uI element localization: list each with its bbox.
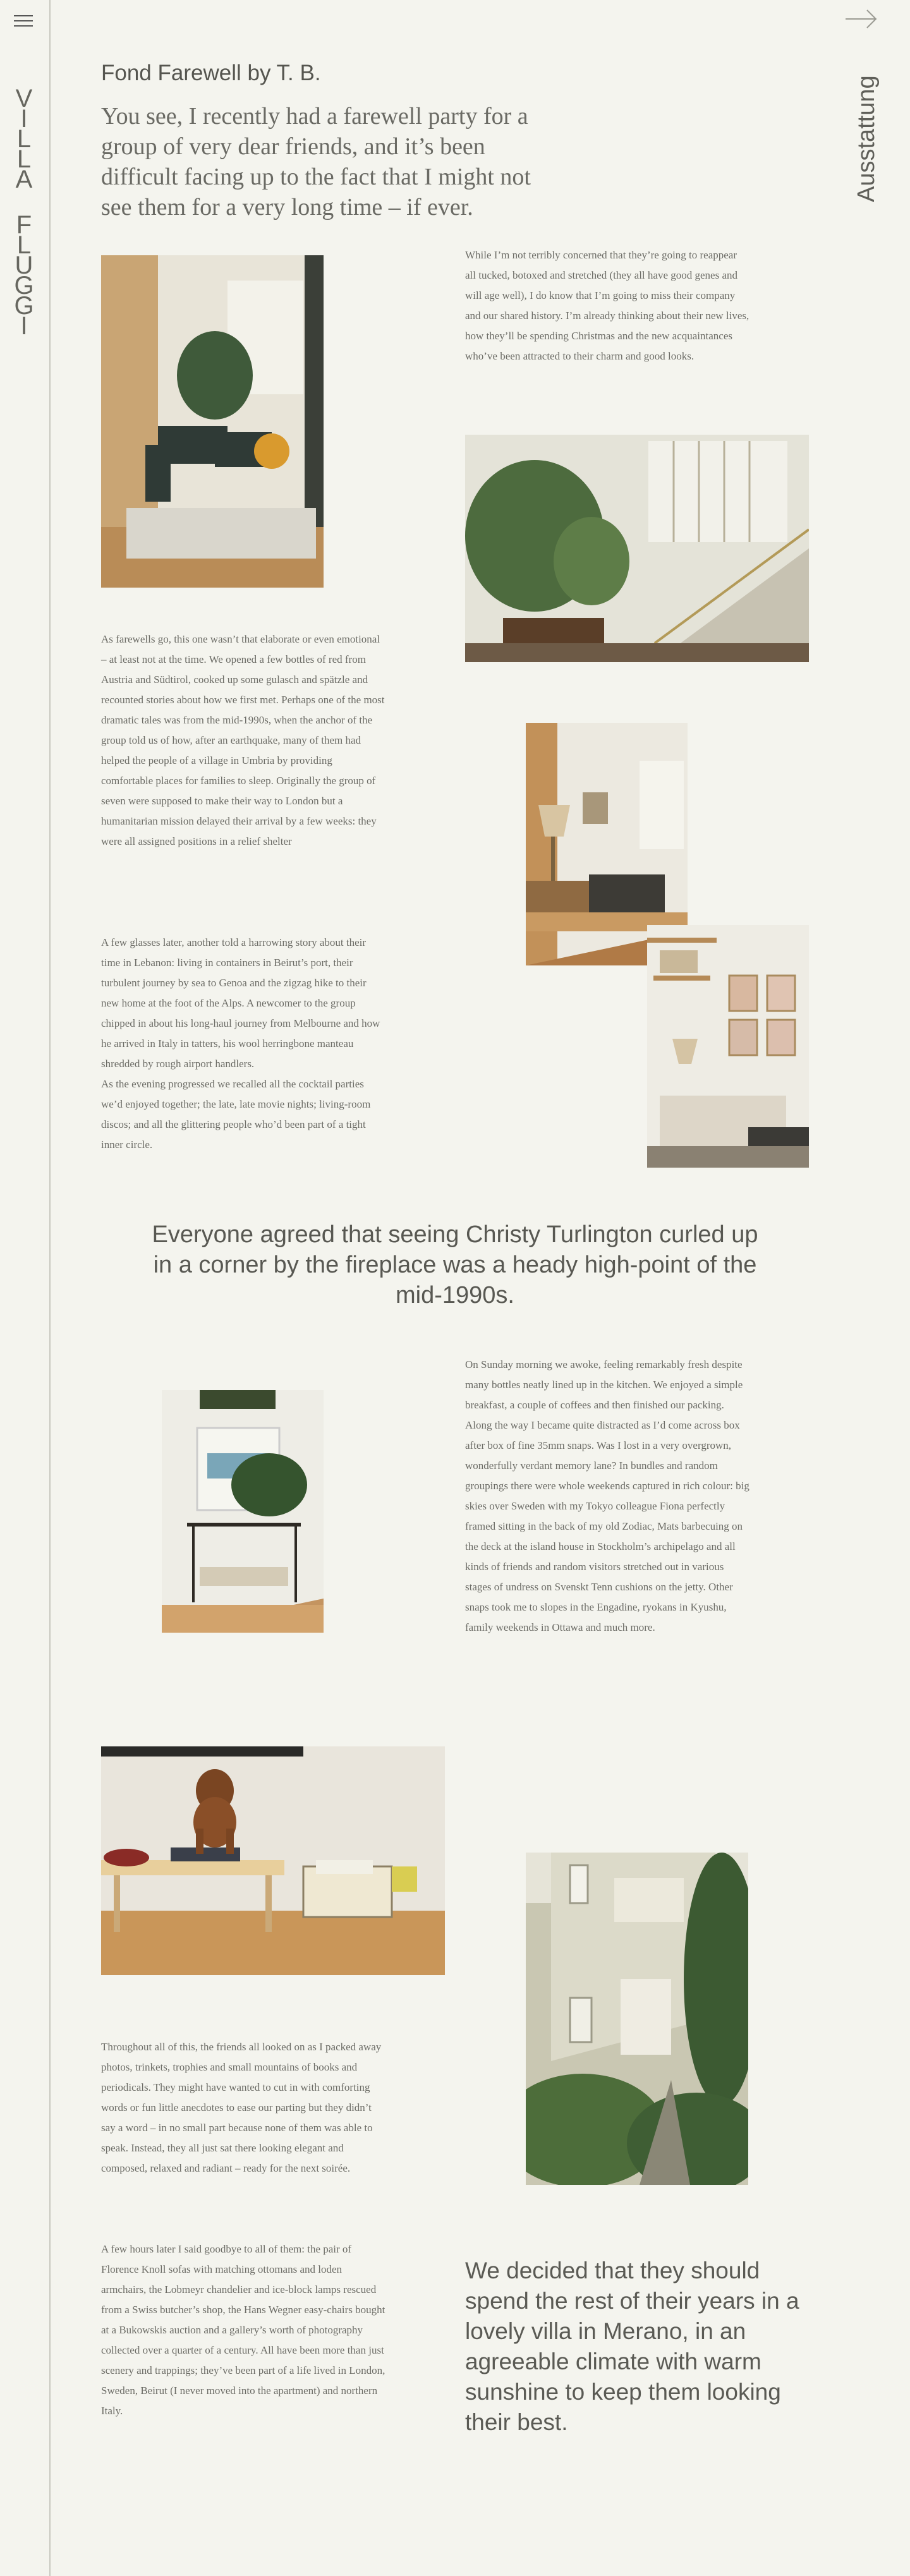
article-paragraph: Throughout all of this, the friends all looked on as I packed away photos, trinkets, trophies and small mountains of books and periodicals. They might have wanted to cut in with comforting words or fun little anecdotes to ease our parting but they didn’t say a word – in no small part because none of them was able to speak. Instead, they all just sat there looking elegant and composed, relaxed and radiant – ready for the next soirée.: [101, 2041, 382, 2174]
pull-quote: Everyone agreed that seeing Christy Turlington curled up in a corner by the fireplace was a heady high-point of the mid-1990s.: [152, 1221, 758, 1309]
brand-letter: L: [16, 231, 32, 259]
brand-letter: F: [16, 211, 32, 239]
article-lead: You see, I recently had a farewell party for a group of very dear friends, and it’s been difficult facing up to the fact that I might not see them for a very long time – if ever.: [101, 103, 531, 221]
article-paragraph: A few glasses later, another told a harrowing story about their time in Lebanon: living in containers in Beirut’s port, their turbulent journey by sea to Genoa and the zigzag hike to their new home at the foot of the Alps. A newcomer to the group chipped in about his long-haul journey from Melbourne and how he arrived in Italy in tatters, his wool herringbone manteau shredded by rough airport handlers. As the evening progressed we recalled all the cocktail parties we’d enjoyed together; the late, late movie nights; living-room discos; and all the glittering people who’d been part of a tight inner circle.: [101, 936, 380, 1151]
brand-letter: A: [15, 166, 33, 193]
brand-letter: L: [16, 145, 32, 173]
brand-letter: L: [16, 125, 32, 153]
hamburger-menu-icon[interactable]: [14, 14, 34, 29]
brand-letter: I: [20, 312, 28, 340]
closing-statement: We decided that they should spend the rest of their years in a lovely villa in Merano, in an agreeable climate with warm sunshine to keep them looking their best.: [465, 2258, 799, 2435]
photo-console-plant: [162, 1390, 324, 1633]
brand-letter: G: [14, 292, 34, 320]
article-paragraph: A few hours later I said goodbye to all of them: the pair of Florence Knoll sofas with matching ottomans and loden armchairs, the Lobmeyr chandelier and ice-block lamps rescued from a Swiss butcher’s shop, the Hans Wegner easy-chairs bought at a Bukowskis auction and a gallery’s worth of photography collected over a quarter of a century. All have been more than just scenery and trappings; they’ve been part of a life lived in London, Sweden, Beirut (I never moved into the apartment) and northern Italy.: [101, 2243, 385, 2417]
article-headline: Fond Farewell by T. B.: [101, 61, 321, 85]
brand-letter: V: [15, 85, 33, 112]
arrow-right-icon[interactable]: [844, 8, 878, 30]
brand-logo[interactable]: [10, 85, 38, 340]
photo-sofa-art-wall: [647, 925, 809, 1168]
article-paragraph: While I’m not terribly concerned that they’re going to reappear all tucked, botoxed and stretched (they all have good genes and will age well), I do know that I’m going to miss their company and our shared history. I’m already thinking about their new lives, how they’ll be spending Christmas and the new acquaintances who’ve been attracted to their charm and good looks.: [465, 249, 749, 362]
brand-letter: I: [20, 105, 28, 133]
brand-letter: U: [15, 251, 33, 279]
photo-wooden-monkey-bench: [101, 1746, 445, 1975]
photo-armchairs: [101, 255, 324, 588]
section-title[interactable]: Ausstattung: [853, 75, 880, 202]
sidebar: [0, 0, 51, 2576]
article-paragraph: As farewells go, this one wasn’t that elaborate or even emotional – at least not at the time. We opened a few bottles of red from Austria and Südtirol, cooked up some gulasch and spätzle and recounted stories about how we first met. Perhaps one of the most dramatic tales was from the mid-1990s, when the anchor of the group told us of how, after an earthquake, many of them had helped the people of a village in Umbria by providing comfortable places for families to sleep. Originally the group of seven were supposed to make their way to London but a humanitarian mission delayed their arrival by a few weeks: they were all assigned positions in a relief shelter: [101, 633, 385, 847]
photo-staircase: [465, 435, 809, 662]
brand-letter: G: [14, 272, 34, 299]
article-paragraph: On Sunday morning we awoke, feeling remarkably fresh despite many bottles neatly lined up in the kitchen. We enjoyed a simple breakfast, a couple of coffees and then finished our packing. Along the way I became quite distracted as I’d come across box after box of fine 35mm snaps. Was I lost in a very overgrown, wonderfully verdant memory lane? In bundles and random groupings there were whole weekends captured in rich colour: big skies over Sweden with my Tokyo colleague Fiona perfectly framed sitting in the back of my old Zodiac, Mats barbecuing on the deck at the island house in Stockholm’s archipelago and all kinds of friends and random visitors stretched out in various stages of undress on Svenskt Tenn cushions on the jetty. Other snaps took me to slopes in the Engadine, ryokans in Kyushu, family weekends in Ottawa and much more.: [465, 1358, 749, 1633]
photo-villa-exterior: [526, 1853, 748, 2185]
